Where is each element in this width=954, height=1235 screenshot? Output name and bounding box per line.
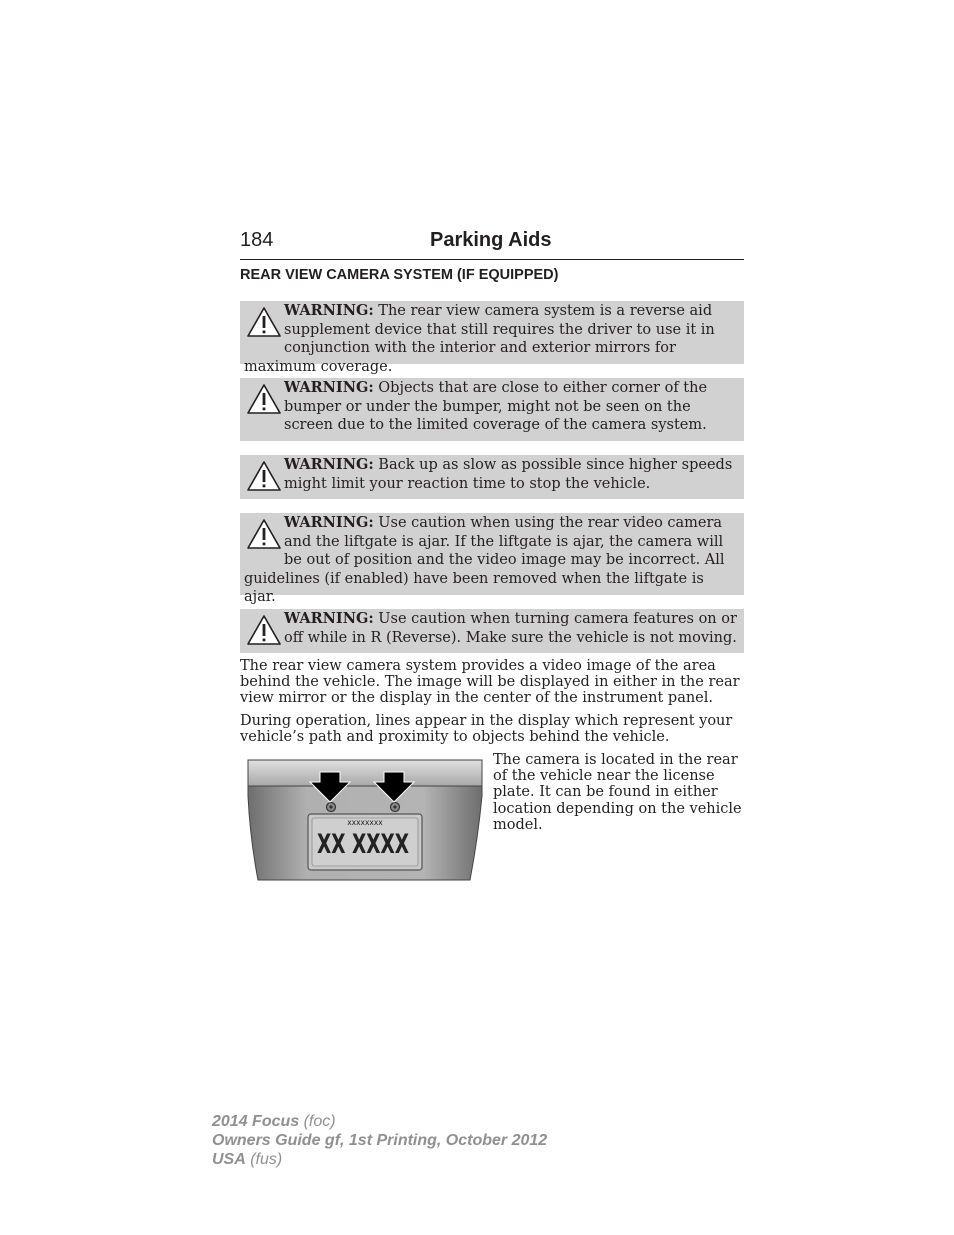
warning-label: WARNING:: [284, 456, 374, 473]
warning-label: WARNING:: [284, 379, 374, 396]
chapter-title: Parking Aids: [430, 229, 552, 251]
warning-box: [240, 455, 744, 499]
warning-box: [240, 378, 744, 441]
warning-triangle-icon: [244, 614, 284, 648]
warning-text: Use caution when using the rear video camera and the liftgate is ajar. If the liftgate is ajar, the camera will be out of position and the video image may be incorrect. All guidelines (if enabled) have been removed when the liftgate is ajar.: [244, 515, 725, 605]
license-plate-camera-illustration: [246, 758, 484, 882]
page-number: 184: [240, 229, 274, 251]
warning-box: [240, 609, 744, 653]
section-title: REAR VIEW CAMERA SYSTEM (IF EQUIPPED): [240, 267, 559, 283]
warning-box: [240, 301, 744, 375]
warning-triangle-icon: [244, 460, 284, 494]
warning-text: Use caution when turning camera features on or off while in R (Reverse). Make sure the vehicle is not moving.: [284, 611, 737, 646]
warning-text: Back up as slow as possible since higher speeds might limit your reaction time to stop the vehicle.: [284, 457, 733, 492]
warning-text: The rear view camera system is a reverse aid supplement device that still requires the driver to use it in conjunction with the interior and exterior mirrors for maximum coverage.: [244, 303, 715, 375]
plate-main-text: XX XXXX: [317, 829, 410, 860]
warning-label: WARNING:: [284, 302, 374, 319]
plate-small-text: xxxxxxxx: [347, 818, 383, 827]
warning-label: WARNING:: [284, 610, 374, 627]
footer-line-model: 2014 Focus (foc): [212, 1113, 336, 1130]
warning-triangle-icon: [244, 306, 284, 340]
warning-triangle-icon: [244, 383, 284, 417]
footer-line-edition: Owners Guide gf, 1st Printing, October 2012: [212, 1132, 548, 1149]
body-paragraph: During operation, lines appear in the display which represent your vehicle’s path and proximity to objects behind the vehicle.: [240, 713, 733, 746]
footer-line-market: USA (fus): [212, 1151, 283, 1168]
page-header: [240, 229, 744, 260]
body-paragraph: The rear view camera system provides a video image of the area behind the vehicle. The image will be displayed in either in the rear view mirror or the display in the center of the instrument panel.: [240, 658, 740, 707]
warning-text: Objects that are close to either corner of the bumper or under the bumper, might not be seen on the screen due to the limited coverage of the camera system.: [284, 380, 708, 433]
warning-box: [240, 513, 744, 605]
warning-triangle-icon: [244, 518, 284, 552]
warning-label: WARNING:: [284, 514, 374, 531]
camera-location-paragraph: The camera is located in the rear of the vehicle near the license plate. It can be found in either location depending on the vehicle model.: [493, 752, 742, 833]
page-footer: [212, 1112, 547, 1169]
